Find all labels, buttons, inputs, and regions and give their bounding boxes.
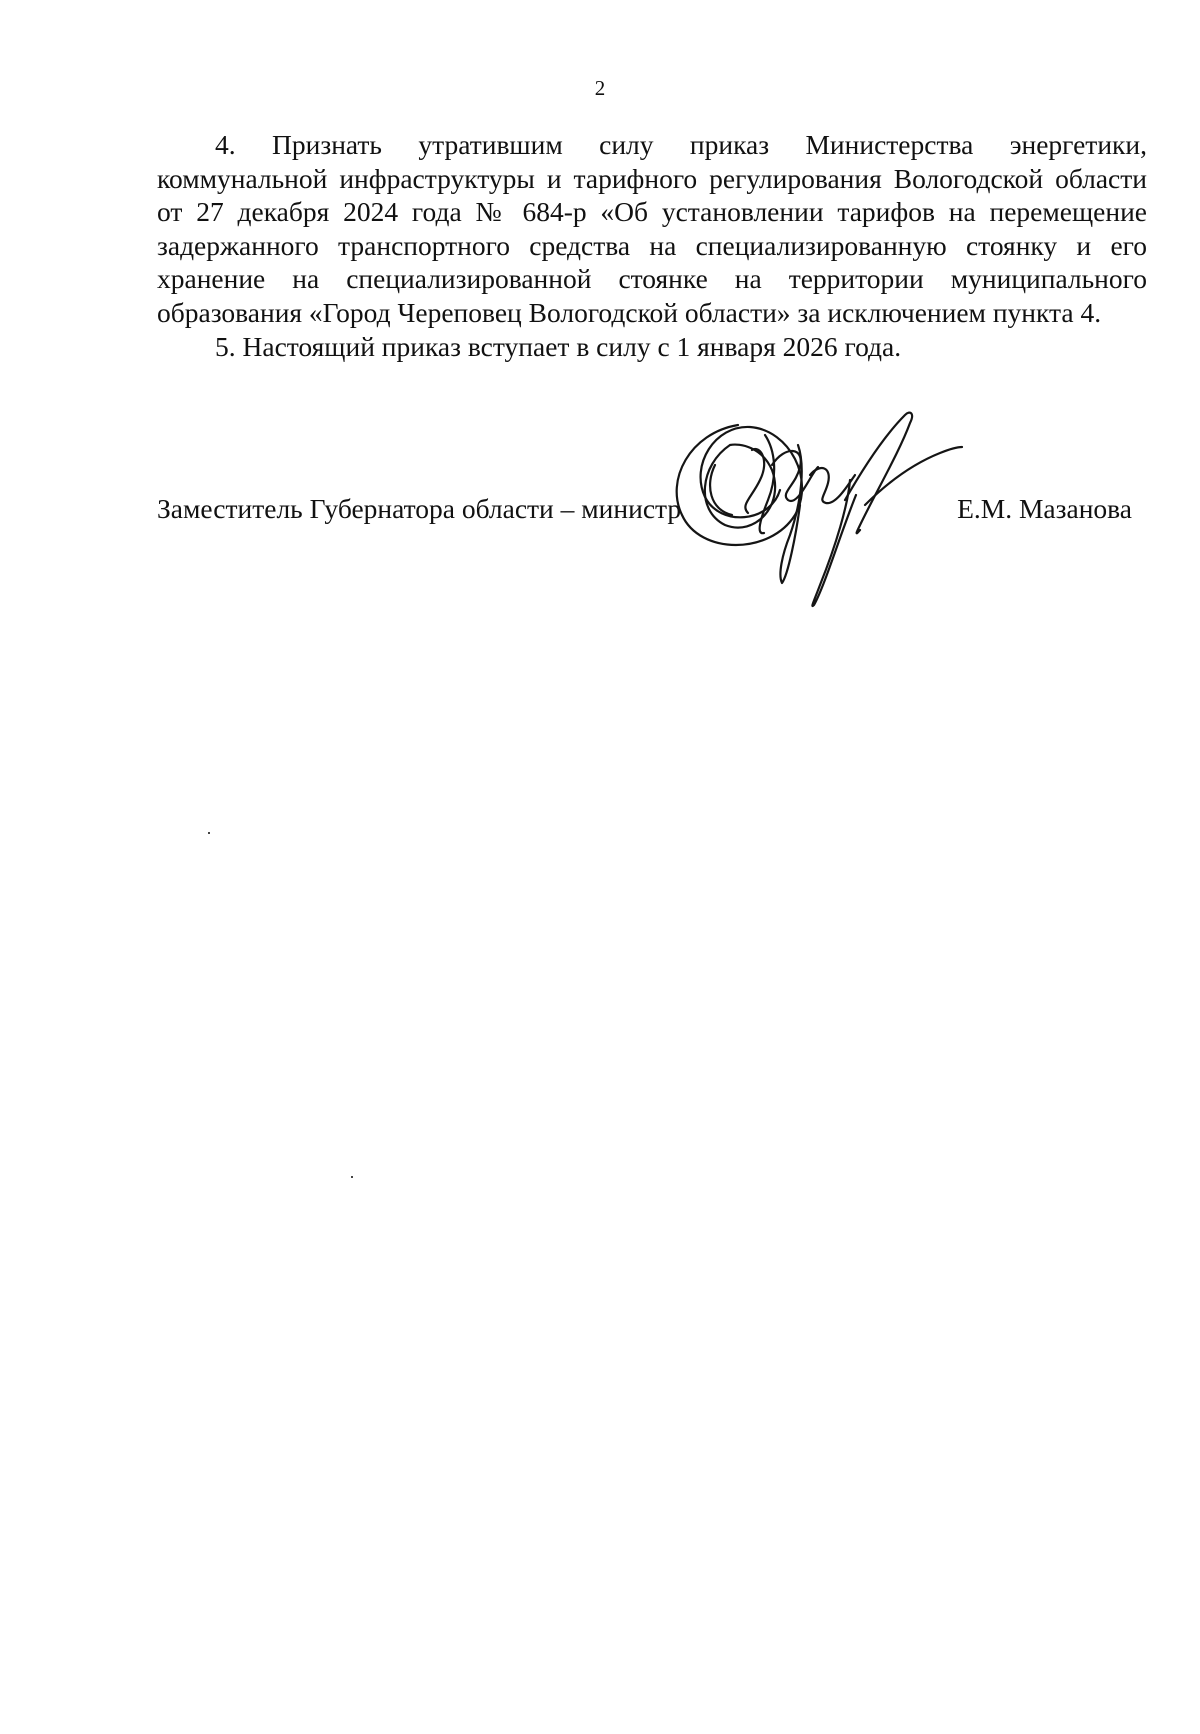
document-body — [157, 128, 1147, 363]
scan-speck — [351, 1176, 353, 1178]
page-number: 2 — [594, 76, 606, 100]
signatory-name: Е.М. Мазанова — [957, 493, 1132, 524]
paragraph-item-4: 4. Признать утратившим силу приказ Министерства энергетики, коммунальной инфраструктуры и тарифного регулирования Вологодской области от 27 декабря 2024 года № 684-р «Об установлении тарифов на перемещение задержанного транспортного средства на специализированную стоянку и его хранение на специализированной стоянке на территории муниципального образования «Город Череповец Вологодской области» за исключением пункта 4. — [157, 129, 1147, 328]
signatory-position: Заместитель Губернатора области – министр — [157, 493, 682, 524]
paragraph-item-5: 5. Настоящий приказ вступает в силу с 1 января 2026 года. — [215, 330, 902, 362]
scan-speck — [208, 832, 210, 834]
signature-block — [157, 492, 1147, 528]
handwritten-signature-icon — [660, 405, 990, 620]
